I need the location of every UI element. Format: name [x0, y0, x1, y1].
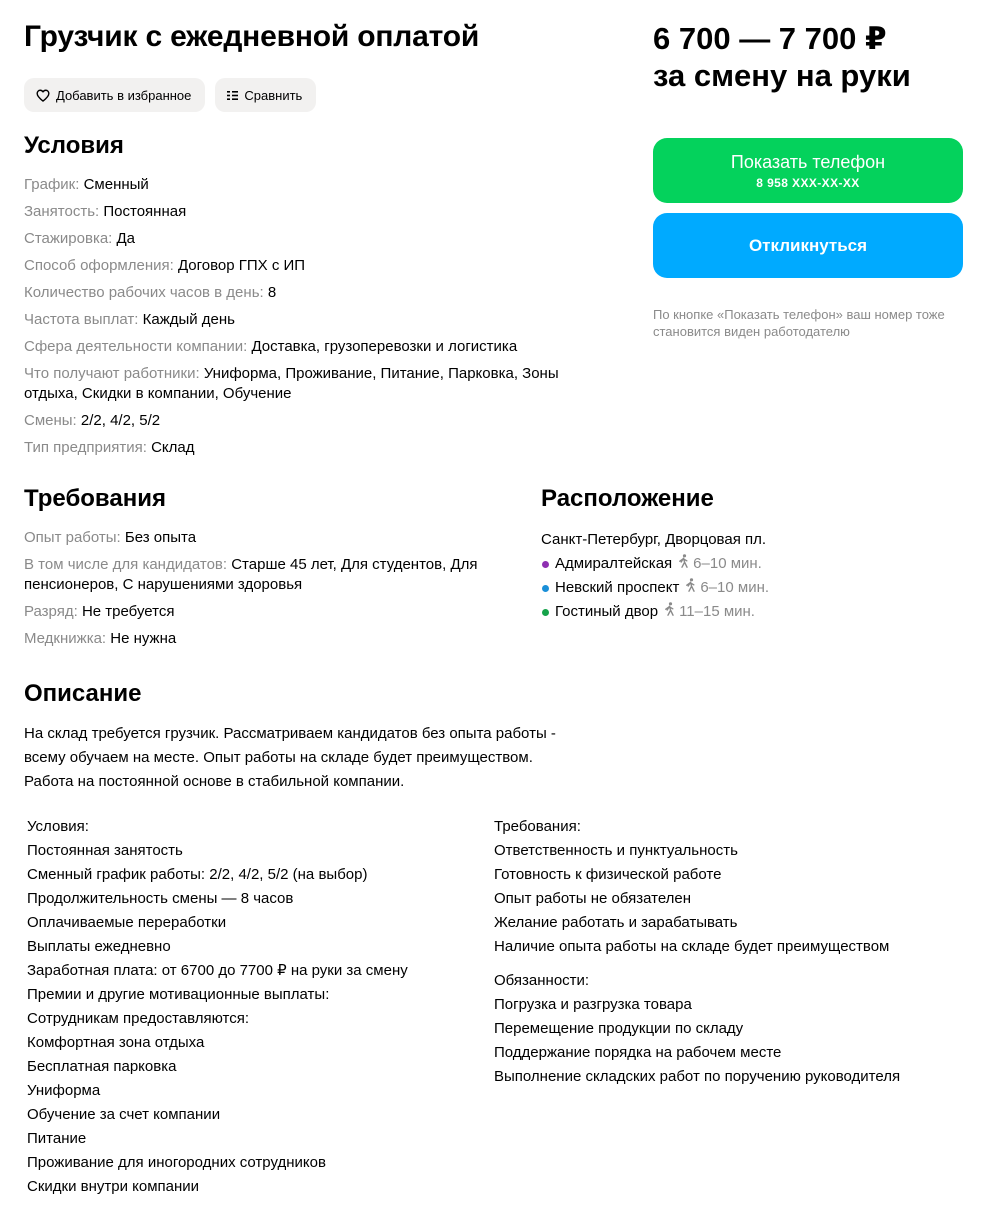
property-value: Каждый день	[142, 311, 235, 328]
masked-phone-number: 8 958 ХХХ-ХХ-ХХ	[756, 175, 860, 190]
property-key: Разряд:	[24, 603, 82, 620]
metro-station-name: Адмиралтейская	[555, 555, 673, 572]
compare-label: Сравнить	[244, 87, 303, 103]
property-row	[24, 256, 614, 276]
property-value: Старше 45 лет, Для студентов, Для пенсионеров, С нарушениями здоровья	[24, 556, 478, 593]
conditions-list	[24, 175, 614, 465]
description-line: Скидки внутри компании	[27, 1178, 200, 1195]
property-key: Тип предприятия:	[24, 439, 152, 456]
property-row	[24, 555, 494, 595]
description-right-column	[494, 815, 900, 1089]
description-line: Униформа	[27, 1082, 101, 1099]
compare-icon	[227, 90, 238, 101]
description-line: Выполнение складских работ по поручению руководителя	[494, 1068, 901, 1085]
metro-line-dot	[542, 585, 549, 592]
description-line: Продолжительность смены — 8 часов	[27, 890, 294, 907]
description-line: Поддержание порядка на рабочем месте	[494, 1044, 782, 1061]
property-value: Сменный	[83, 176, 149, 193]
metro-station-name: Невский проспект	[555, 579, 680, 596]
description-line: Требования:	[494, 818, 581, 835]
property-row	[24, 175, 614, 195]
property-key: График:	[24, 176, 84, 193]
property-value: Договор ГПХ с ИП	[177, 257, 306, 274]
metro-station	[541, 578, 769, 598]
walking-time	[677, 554, 762, 574]
property-value: Постоянная	[103, 203, 187, 220]
property-row	[24, 438, 614, 458]
description-line: Постоянная занятость	[27, 842, 183, 859]
walking-person-icon	[677, 554, 693, 574]
requirements-heading: Требования	[24, 485, 166, 512]
property-value: Без опыта	[124, 529, 197, 546]
walking-time-value: 11–15 мин.	[679, 603, 755, 620]
reply-label: Откликнуться	[748, 235, 868, 255]
location-heading: Расположение	[541, 485, 714, 512]
property-key: Сфера деятельности компании:	[24, 338, 252, 355]
property-key: Способ оформления:	[24, 257, 178, 274]
property-row	[24, 629, 494, 649]
description-line: Желание работать и зарабатывать	[494, 914, 738, 931]
show-phone-label: Показать телефон	[730, 151, 886, 172]
reply-button[interactable]	[653, 213, 963, 278]
description-line: Комфортная зона отдыха	[27, 1034, 205, 1051]
description-line: Перемещение продукции по складу	[494, 1020, 744, 1037]
walking-person-icon	[684, 578, 700, 598]
property-row	[24, 364, 614, 404]
vacancy-actions	[24, 78, 316, 112]
description-line: Выплаты ежедневно	[27, 938, 171, 955]
property-row	[24, 310, 614, 330]
description-line: Погрузка и разгрузка товара	[494, 996, 692, 1013]
property-value: Склад	[151, 439, 195, 456]
walking-time	[663, 602, 755, 622]
walking-time	[684, 578, 769, 598]
compare-button[interactable]	[215, 78, 316, 112]
description-line: Бесплатная парковка	[27, 1058, 177, 1075]
walking-time-value: 6–10 мин.	[693, 555, 762, 572]
property-key: Смены:	[24, 412, 81, 429]
requirements-list	[24, 528, 494, 656]
property-value: Не требуется	[81, 603, 175, 620]
property-key: Частота выплат:	[24, 311, 143, 328]
property-value: 2/2, 4/2, 5/2	[80, 412, 161, 429]
show-phone-button[interactable]	[653, 138, 963, 203]
property-key: Занятость:	[24, 203, 104, 220]
metro-station	[541, 554, 769, 574]
description-line: Обучение за счет компании	[27, 1106, 221, 1123]
description-line: всему обучаем на месте. Опыт работы на складе будет преимуществом.	[24, 749, 533, 766]
metro-list	[541, 554, 769, 622]
description-line: Сотрудникам предоставляются:	[27, 1010, 250, 1027]
description-line: На склад требуется грузчик. Рассматриваем кандидатов без опыта работы -	[24, 725, 556, 742]
description-line: Ответственность и пунктуальность	[494, 842, 738, 859]
metro-station	[541, 602, 769, 622]
description-conditions	[27, 815, 408, 1199]
description-line: Заработная плата: от 6700 до 7700 ₽ на руки за смену	[27, 962, 408, 979]
description-line: Наличие опыта работы на складе будет преимуществом	[494, 938, 890, 955]
property-key: Медкнижка:	[24, 630, 111, 647]
description-duties	[494, 969, 900, 1089]
property-row	[24, 283, 614, 303]
property-row	[24, 337, 614, 357]
property-key: Стажировка:	[24, 230, 117, 247]
heart-icon	[36, 89, 50, 102]
property-key: Количество рабочих часов в день:	[24, 284, 268, 301]
description-line: Обязанности:	[494, 972, 590, 989]
add-to-favorites-button[interactable]	[24, 78, 205, 112]
salary-unit: за смену на руки	[653, 58, 911, 93]
favorite-label: Добавить в избранное	[56, 87, 192, 103]
description-line: Оплачиваемые переработки	[27, 914, 227, 931]
property-value: Не нужна	[110, 630, 177, 647]
metro-station-name: Гостиный двор	[555, 603, 659, 620]
description-requirements	[494, 815, 900, 959]
property-value: Да	[116, 230, 136, 247]
salary-range: 6 700 — 7 700 ₽	[653, 21, 887, 56]
vacancy-title: Грузчик с ежедневной оплатой	[24, 20, 480, 53]
phone-visibility-note: По кнопке «Показать телефон» ваш номер тоже становится виден работодателю	[653, 307, 945, 339]
description-line: Условия:	[27, 818, 89, 835]
property-row	[24, 229, 614, 249]
description-line: Сменный график работы: 2/2, 4/2, 5/2 (на выбор)	[27, 866, 368, 883]
property-value: Доставка, грузоперевозки и логистика	[251, 338, 518, 355]
description-line: Питание	[27, 1130, 87, 1147]
property-key: Опыт работы:	[24, 529, 125, 546]
salary	[653, 20, 911, 94]
address: Санкт-Петербург, Дворцовая пл.	[541, 531, 767, 548]
property-value: 8	[267, 284, 277, 301]
property-value: Униформа, Проживание, Питание, Парковка, Зоны отдыха, Скидки в компании, Обучение	[24, 365, 559, 402]
location-block	[541, 530, 769, 622]
description-heading: Описание	[24, 680, 142, 707]
description-line: Работа на постоянной основе в стабильной компании.	[24, 773, 405, 790]
walking-time-value: 6–10 мин.	[700, 579, 770, 596]
property-key: Что получают работники:	[24, 365, 204, 382]
metro-line-dot	[542, 561, 549, 568]
property-row	[24, 602, 494, 622]
description-line: Премии и другие мотивационные выплаты:	[27, 986, 330, 1003]
description-line: Опыт работы не обязателен	[494, 890, 692, 907]
property-key: В том числе для кандидатов:	[24, 556, 232, 573]
property-row	[24, 202, 614, 222]
property-row	[24, 528, 494, 548]
property-row	[24, 411, 614, 431]
description-line: Готовность к физической работе	[494, 866, 722, 883]
metro-line-dot	[542, 609, 549, 616]
conditions-heading: Условия	[24, 132, 124, 159]
description-line: Проживание для иногородних сотрудников	[27, 1154, 326, 1171]
walking-person-icon	[663, 602, 679, 622]
description-intro	[24, 722, 624, 794]
